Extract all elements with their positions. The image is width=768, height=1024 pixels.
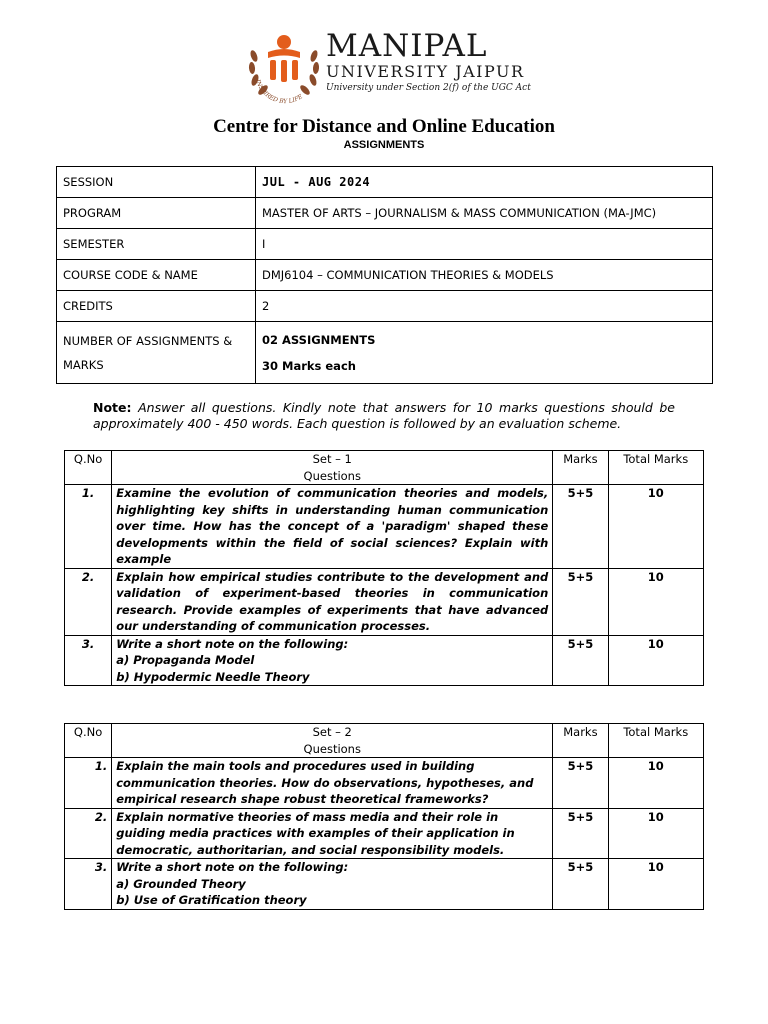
table-row <box>65 635 704 686</box>
question-number: 2. <box>65 808 112 859</box>
question-text <box>112 635 553 686</box>
semester-value: I <box>256 229 713 260</box>
question-total: 10 <box>608 859 703 910</box>
table-row <box>65 808 704 859</box>
course-label: COURSE CODE & NAME <box>57 260 256 291</box>
info-row-session <box>57 167 713 198</box>
question-number: 3. <box>65 859 112 910</box>
question-line: a) Grounded Theory <box>116 876 246 891</box>
col-marks: Marks <box>553 724 608 758</box>
set1-questions-table <box>64 450 704 686</box>
assignments-label-line1: NUMBER OF ASSIGNMENTS & <box>63 333 233 348</box>
question-line: Write a short note on the following: <box>116 636 349 651</box>
set2-questions-table <box>64 723 704 910</box>
col-qno: Q.No <box>65 724 112 758</box>
question-text: Explain the main tools and procedures used in building communication theories. How do observations, hypotheses, and empirical research shape robust theoretical frameworks? <box>112 758 553 809</box>
note-label: Note: <box>93 400 132 415</box>
info-row-program <box>57 198 713 229</box>
col-questions <box>112 451 553 485</box>
question-line: a) Propaganda Model <box>116 653 255 667</box>
question-marks: 5+5 <box>553 635 608 686</box>
assignments-value <box>256 322 713 384</box>
question-text: Explain how empirical studies contribute to the development and validation of experiment-based theories in communication research. Provide examples of experiments that have advanced our understanding of communication processes. <box>112 568 553 635</box>
credits-label: CREDITS <box>57 291 256 322</box>
question-marks: 5+5 <box>553 568 608 635</box>
question-marks: 5+5 <box>553 808 608 859</box>
question-number: 1. <box>65 758 112 809</box>
question-line: Write a short note on the following: <box>116 860 349 874</box>
instructions-note <box>93 400 675 432</box>
logo-tagline: University under Section 2(f) of the UGC Act <box>326 83 531 93</box>
table-row <box>65 859 704 910</box>
session-label: SESSION <box>57 167 256 198</box>
col-marks: Marks <box>553 451 608 485</box>
session-value <box>256 167 713 198</box>
question-total: 10 <box>608 758 703 809</box>
semester-label: SEMESTER <box>57 229 256 260</box>
question-marks: 5+5 <box>553 859 608 910</box>
assignments-label <box>57 322 256 384</box>
question-marks: 5+5 <box>553 485 608 569</box>
question-number: 2. <box>65 568 112 635</box>
info-row-course <box>57 260 713 291</box>
question-marks: 5+5 <box>553 758 608 809</box>
set-label: Set – 1 <box>312 452 352 466</box>
credits-value: 2 <box>256 291 713 322</box>
logo-name: MANIPAL <box>326 28 488 64</box>
questions-label: Questions <box>303 741 361 756</box>
set-label: Set – 2 <box>312 725 352 739</box>
question-text <box>112 859 553 910</box>
svg-text:INSPIRED BY LIFE: INSPIRED BY LIFE <box>254 78 305 106</box>
question-number: 3. <box>65 635 112 686</box>
table-row <box>65 485 704 569</box>
page-title: Centre for Distance and Online Education <box>213 116 555 137</box>
info-row-assignments <box>57 322 713 384</box>
table-row <box>65 758 704 809</box>
info-row-semester <box>57 229 713 260</box>
col-qno: Q.No <box>65 451 112 485</box>
question-line: b) Hypodermic Needle Theory <box>116 669 310 684</box>
note-text: Answer all questions. Kindly note that answers for 10 marks questions should be approximately 400 - 450 words. Each question is followed by an evaluation scheme. <box>93 400 675 431</box>
question-total: 10 <box>608 568 703 635</box>
assignments-label-line2: MARKS <box>63 357 104 372</box>
assignments-count: 02 ASSIGNMENTS <box>262 332 376 347</box>
table-header <box>65 451 704 485</box>
page-subtitle: ASSIGNMENTS <box>343 139 425 151</box>
question-number: 1. <box>65 485 112 569</box>
logo-subname: UNIVERSITY JAIPUR <box>326 62 525 81</box>
questions-label: Questions <box>303 468 361 483</box>
question-text: Explain normative theories of mass media and their role in guiding media practices with examples of their application in democratic, authoritarian, and social responsibility models. <box>112 808 553 859</box>
logo-wordmark <box>326 30 531 94</box>
question-total: 10 <box>608 635 703 686</box>
session-value-text: JUL - AUG 2024 <box>262 175 371 189</box>
university-logo <box>246 28 536 106</box>
university-emblem-icon <box>246 28 322 106</box>
program-value: MASTER OF ARTS – JOURNALISM & MASS COMMUNICATION (MA-JMC) <box>256 198 713 229</box>
col-questions <box>112 724 553 758</box>
table-row <box>65 568 704 635</box>
question-total: 10 <box>608 485 703 569</box>
assignment-info-table <box>56 166 713 384</box>
assignments-marks: 30 Marks each <box>262 358 356 373</box>
col-total-marks: Total Marks <box>608 724 703 758</box>
question-line: b) Use of Gratification theory <box>116 893 307 907</box>
question-total: 10 <box>608 808 703 859</box>
table-header <box>65 724 704 758</box>
program-label: PROGRAM <box>57 198 256 229</box>
course-value: DMJ6104 – COMMUNICATION THEORIES & MODELS <box>256 260 713 291</box>
info-row-credits <box>57 291 713 322</box>
question-text: Examine the evolution of communication theories and models, highlighting key shifts in understanding human communication over time. How has the concept of a 'paradigm' shaped these developments within the field of social sciences? Explain with example <box>112 485 553 569</box>
col-total-marks: Total Marks <box>608 451 703 485</box>
